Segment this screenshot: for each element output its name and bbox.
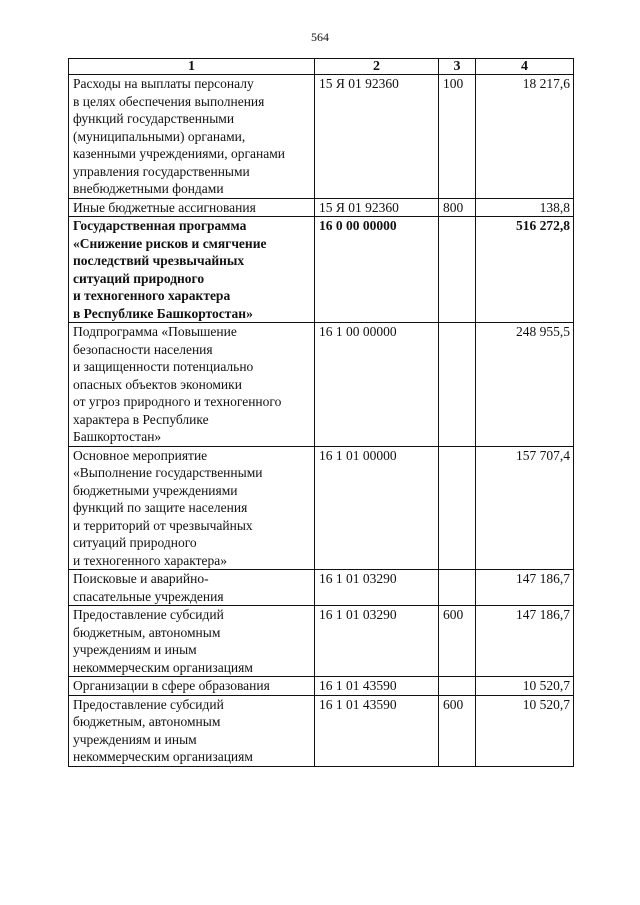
row-name-cell: Государственная программа «Снижение рисков и смягчение последствий чрезвычайных ситуаций природного и техногенного характера в Республике Башкортостан»	[69, 217, 315, 323]
table-row	[69, 695, 574, 766]
row-code-cell: 15 Я 01 92360	[315, 75, 439, 199]
row-amount-cell: 10 520,7	[476, 695, 574, 766]
budget-table	[68, 58, 574, 767]
table-row	[69, 677, 574, 696]
table-row	[69, 198, 574, 217]
row-name-cell: Предоставление субсидий бюджетным, автономным учреждениям и иным некоммерческим организациям	[69, 606, 315, 677]
row-type-cell	[439, 570, 476, 606]
row-amount-cell: 157 707,4	[476, 446, 574, 570]
row-name-cell: Основное мероприятие «Выполнение государственными бюджетными учреждениями функций по защите населения и территорий от чрезвычайных ситуаций природного и техногенного характера»	[69, 446, 315, 570]
row-name-cell: Расходы на выплаты персоналу в целях обеспечения выполнения функций государственными (муниципальными) органами, казенными учреждениями, органами управления государственными внебюджетными фондами	[69, 75, 315, 199]
table-row	[69, 217, 574, 323]
row-amount-cell: 248 955,5	[476, 323, 574, 447]
row-type-cell: 600	[439, 695, 476, 766]
header-row	[69, 59, 574, 75]
table-body	[69, 75, 574, 767]
row-code-cell: 16 1 01 03290	[315, 570, 439, 606]
row-code-cell: 16 1 00 00000	[315, 323, 439, 447]
row-name-cell: Поисковые и аварийно- спасательные учреждения	[69, 570, 315, 606]
row-code-cell: 16 1 01 43590	[315, 677, 439, 696]
header-col-1: 1	[69, 59, 315, 75]
header-col-4: 4	[476, 59, 574, 75]
row-type-cell	[439, 323, 476, 447]
row-name-cell: Организации в сфере образования	[69, 677, 315, 696]
row-code-cell: 15 Я 01 92360	[315, 198, 439, 217]
row-amount-cell: 147 186,7	[476, 606, 574, 677]
row-code-cell: 16 1 01 43590	[315, 695, 439, 766]
row-code-cell: 16 0 00 00000	[315, 217, 439, 323]
header-col-2: 2	[315, 59, 439, 75]
row-code-cell: 16 1 01 03290	[315, 606, 439, 677]
row-name-cell: Предоставление субсидий бюджетным, автономным учреждениям и иным некоммерческим организациям	[69, 695, 315, 766]
row-amount-cell: 138,8	[476, 198, 574, 217]
row-amount-cell: 516 272,8	[476, 217, 574, 323]
row-type-cell	[439, 217, 476, 323]
row-amount-cell: 147 186,7	[476, 570, 574, 606]
row-type-cell: 600	[439, 606, 476, 677]
page-number: 564	[311, 30, 329, 44]
row-name-cell: Подпрограмма «Повышение безопасности населения и защищенности потенциально опасных объектов экономики от угроз природного и техногенного характера в Республике Башкортостан»	[69, 323, 315, 447]
row-code-cell: 16 1 01 00000	[315, 446, 439, 570]
table-row	[69, 606, 574, 677]
table-row	[69, 323, 574, 447]
row-type-cell: 800	[439, 198, 476, 217]
row-amount-cell: 10 520,7	[476, 677, 574, 696]
row-amount-cell: 18 217,6	[476, 75, 574, 199]
table-row	[69, 570, 574, 606]
row-type-cell	[439, 677, 476, 696]
row-name-cell: Иные бюджетные ассигнования	[69, 198, 315, 217]
header-col-3: 3	[439, 59, 476, 75]
row-type-cell: 100	[439, 75, 476, 199]
table-row	[69, 75, 574, 199]
row-type-cell	[439, 446, 476, 570]
table-row	[69, 446, 574, 570]
